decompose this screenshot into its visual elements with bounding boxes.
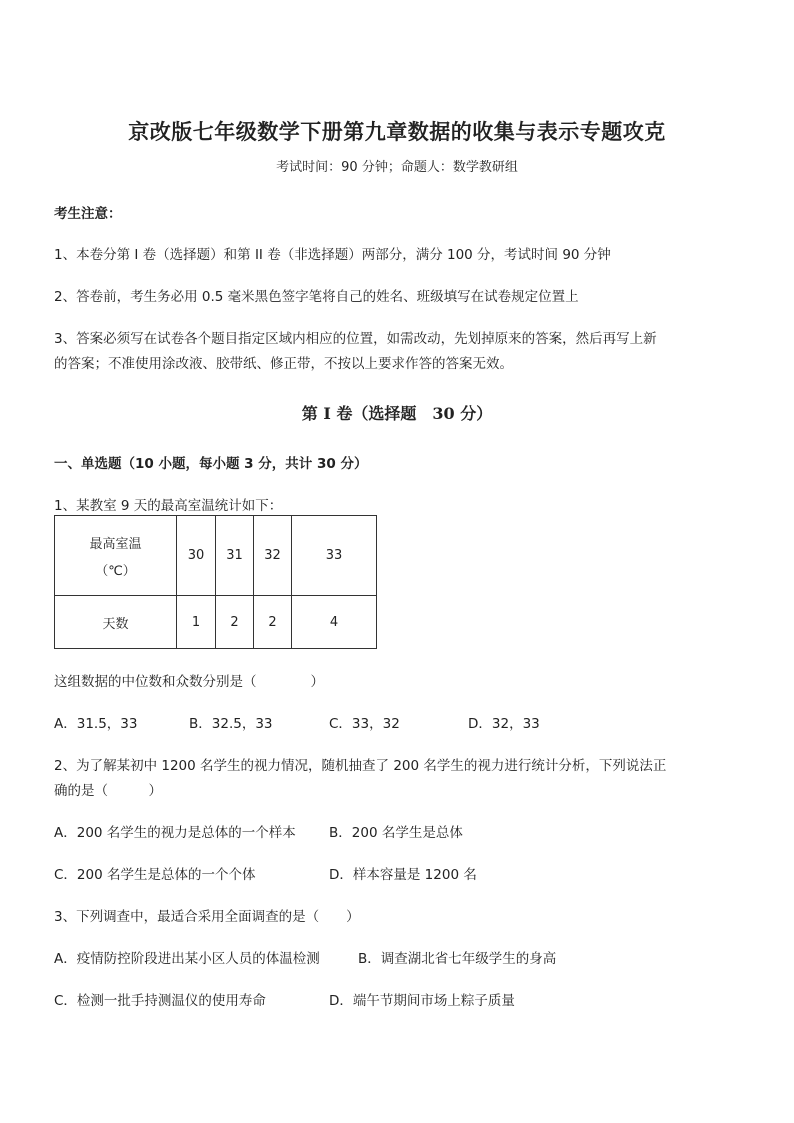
part-heading: 一、单选题（10 小题，每小题 3 分，共计 30 分） bbox=[54, 456, 368, 472]
page-title: 京改版七年级数学下册第九章数据的收集与表示专题攻克 bbox=[128, 119, 666, 144]
table-header-cell: 天数 bbox=[55, 596, 177, 649]
question-1-option-b: B．32.5，33 bbox=[189, 716, 273, 732]
table-label: 最高室温 bbox=[89, 536, 142, 552]
question-1-option-c: C．33，32 bbox=[329, 716, 400, 732]
exam-info: 考试时间：90 分钟；命题人：数学教研组 bbox=[276, 160, 518, 175]
question-1-option-a: A．31.5，33 bbox=[54, 716, 138, 732]
question-2-option-b: B．200 名学生是总体 bbox=[329, 825, 463, 841]
table-cell: 4 bbox=[292, 596, 377, 649]
table-cell: 30 bbox=[177, 516, 216, 596]
table-cell: 1 bbox=[177, 596, 216, 649]
question-3-option-c: C．检测一批手持测温仪的使用寿命 bbox=[54, 993, 266, 1009]
question-2-option-a: A．200 名学生的视力是总体的一个样本 bbox=[54, 825, 296, 841]
notice-item-2: 2、答卷前，考生务必用 0.5 毫米黑色签字笔将自己的姓名、班级填写在试卷规定位置上 bbox=[54, 289, 579, 305]
question-3-option-a: A．疫情防控阶段进出某小区人员的体温检测 bbox=[54, 951, 320, 967]
table-row bbox=[55, 596, 377, 649]
question-2-stem-cont: 确的是（ ） bbox=[54, 783, 162, 799]
notice-item-3: 3、答案必须写在试卷各个题目指定区域内相应的位置，如需改动，先划掉原来的答案，然后再写上新 bbox=[54, 331, 657, 347]
table-cell: 33 bbox=[292, 516, 377, 596]
table-label-unit: （℃） bbox=[95, 563, 136, 579]
table-cell: 32 bbox=[254, 516, 292, 596]
table-cell: 31 bbox=[216, 516, 254, 596]
question-1-stem: 1、某教室 9 天的最高室温统计如下： bbox=[54, 498, 283, 514]
question-3-option-b: B．调查湖北省七年级学生的身高 bbox=[358, 951, 557, 967]
question-3-stem: 3、下列调查中，最适合采用全面调查的是（ ） bbox=[54, 909, 360, 925]
question-3-option-d: D．端午节期间市场上粽子质量 bbox=[329, 993, 515, 1009]
temperature-table bbox=[54, 515, 377, 649]
table-row bbox=[55, 516, 377, 596]
question-2-option-d: D．样本容量是 1200 名 bbox=[329, 867, 477, 883]
question-2-option-c: C．200 名学生是总体的一个个体 bbox=[54, 867, 256, 883]
notice-item-3-cont: 的答案；不准使用涂改液、胶带纸、修正带，不按以上要求作答的答案无效。 bbox=[54, 356, 513, 372]
question-2-stem: 2、为了解某初中 1200 名学生的视力情况，随机抽查了 200 名学生的视力进行统计分析，下列说法正 bbox=[54, 758, 667, 774]
notice-item-1: 1、本卷分第 I 卷（选择题）和第 II 卷（非选择题）两部分，满分 100 分，考试时间 90 分钟 bbox=[54, 247, 611, 263]
notice-heading: 考生注意： bbox=[54, 206, 122, 222]
section-title: 第 I 卷（选择题 30 分） bbox=[301, 404, 493, 423]
question-1-option-d: D．32，33 bbox=[468, 716, 540, 732]
table-cell: 2 bbox=[216, 596, 254, 649]
table-cell: 2 bbox=[254, 596, 292, 649]
question-1-text: 这组数据的中位数和众数分别是（ ） bbox=[54, 674, 324, 690]
table-header-cell bbox=[55, 516, 177, 596]
